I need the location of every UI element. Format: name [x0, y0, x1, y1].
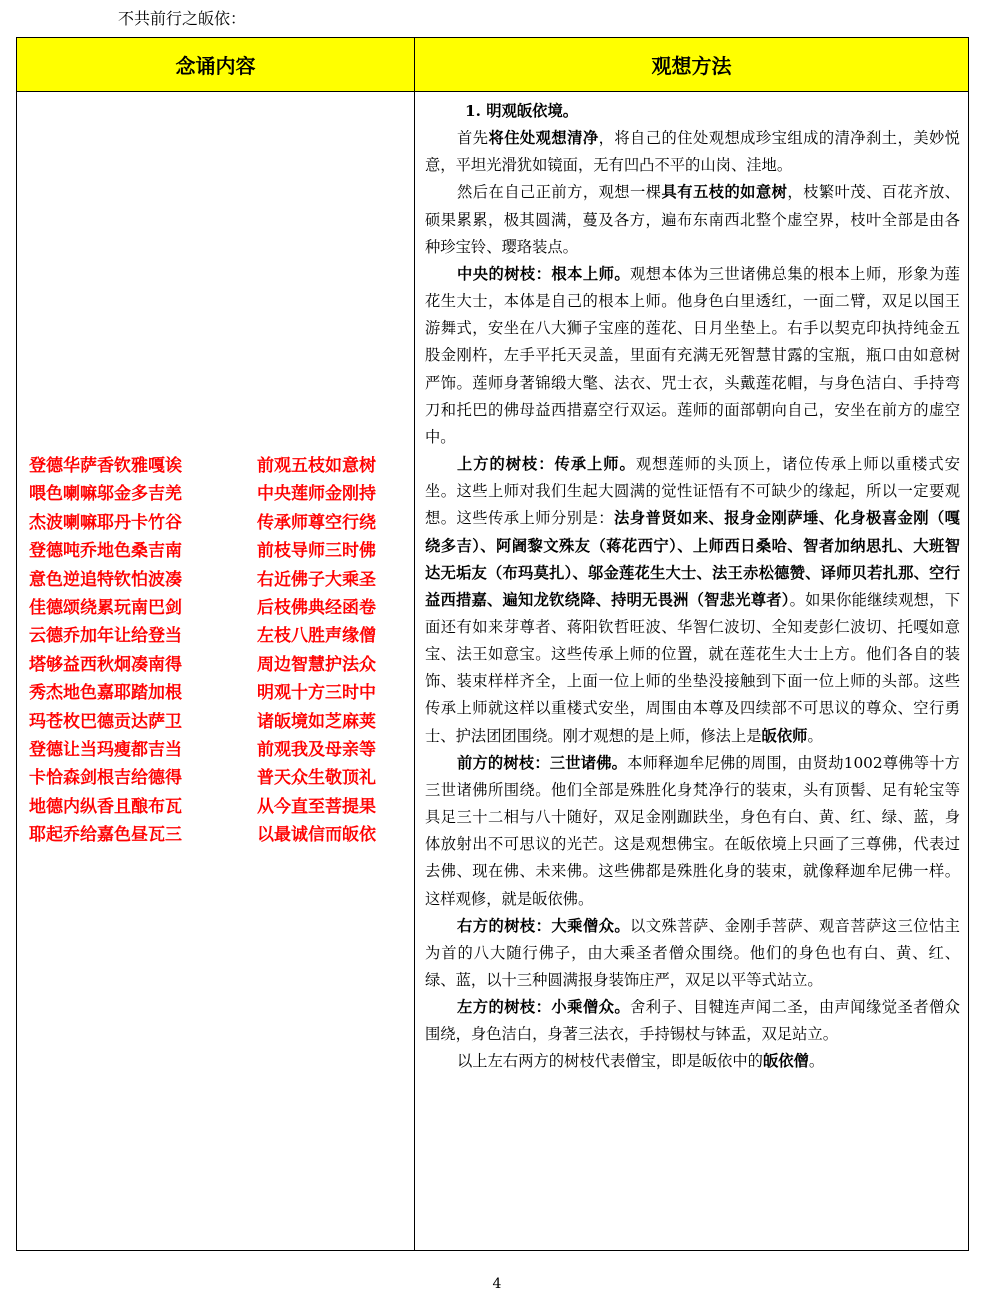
chant-line — [29, 764, 409, 792]
chant-tibetan-line: 塔够益西秋炯凑南得 — [29, 654, 182, 675]
chant-line — [29, 452, 409, 480]
chant-chinese-line: 前枝导师三时佛 — [257, 541, 376, 562]
intro-text: 不共前行之皈依： — [118, 9, 247, 28]
chant-tibetan-line: 玛苍枚巴德贡达萨卫 — [29, 711, 182, 732]
chant-tibetan-line: 耶起乔给嘉色昼瓦三 — [29, 825, 182, 846]
chant-chinese-line: 普天众生敬顶礼 — [257, 768, 376, 789]
chant-tibetan-line: 杰波喇嘛耶丹卡竹谷 — [29, 512, 182, 533]
chant-chinese-line: 明观十方三时中 — [257, 683, 376, 704]
chant-tibetan-line: 登德华萨香钦雅嘎诶 — [29, 456, 182, 476]
chant-tibetan-line: 喂色喇嘛邬金多吉羌 — [29, 484, 182, 505]
method-paragraph: 然后在自己正前方，观想一棵具有五枝的如意树，枝繁叶茂、百花齐放、硕果累累，极其圆满，蔓及各方，遍布东南西北整个虚空界，枝叶全部是由各种珍宝铃、璎珞装点。 — [425, 183, 960, 256]
chant-line — [29, 622, 409, 650]
chant-chinese-line: 以最诚信而皈依 — [257, 825, 376, 846]
method-paragraph: 中央的树枝：根本上师。观想本体为三世诸佛总集的根本上师，形象为莲花生大士，本体是自己的根本上师。他身色白里透红，一面二臂，双足以国王游舞式，安坐在八大狮子宝座的莲花、日月坐垫上。右手以契克印执持纯金五股金刚杵，左手平托天灵盖，里面有充满无死智慧甘露的宝瓶，瓶口由如意树严饰。莲师身著锦缎大氅、法衣、咒士衣，头戴莲花帽，与身色洁白、手持弯刀和托巴的佛母益西措嘉空行双运。莲师的面部朝向自己，安坐在前方的虚空中。 — [425, 264, 960, 446]
chant-chinese-line: 周边智慧护法众 — [257, 654, 376, 675]
chant-tibetan-line: 佳德颂绕累玩南巴剑 — [29, 598, 182, 619]
method-paragraph: 左方的树枝：小乘僧众。舍利子、目犍连声闻二圣，由声闻缘觉圣者僧众围绕，身色洁白，身著三法衣，手持锡杖与钵盂，双足站立。 — [425, 998, 960, 1044]
chant-chinese-line: 诸皈境如芝麻荚 — [257, 711, 376, 732]
chant-chinese-line: 传承师尊空行绕 — [257, 512, 376, 533]
chant-cell — [17, 92, 415, 1251]
chant-line — [29, 509, 409, 537]
chant-chinese-line: 后枝佛典经函卷 — [257, 598, 376, 619]
chant-tibetan-line: 云德乔加年让给登当 — [29, 626, 182, 647]
chant-chinese-line: 从今直至菩提果 — [257, 796, 376, 817]
method-heading: 1. 明观皈依境。 — [465, 102, 579, 120]
page-number: 4 — [492, 1276, 502, 1292]
method-paragraph: 以上左右两方的树枝代表僧宝，即是皈依中的皈依僧。 — [457, 1052, 825, 1071]
chant-line — [29, 651, 409, 679]
chant-tibetan-line: 地德内纵香且酿布瓦 — [29, 796, 182, 817]
chant-line — [29, 708, 409, 736]
chant-tibetan-line: 意色逆追特钦怕波凑 — [29, 569, 182, 590]
header-chant-content: 念诵内容 — [17, 38, 415, 92]
chant-line — [29, 679, 409, 707]
chant-tibetan-line: 卡恰森剑根吉给德得 — [29, 768, 182, 789]
method-cell — [415, 92, 969, 1251]
chant-chinese-line: 左枝八胜声缘僧 — [257, 626, 376, 647]
chant-chinese-line: 前观我及母亲等 — [257, 740, 376, 761]
chant-chinese-line: 中央莲师金刚持 — [257, 484, 376, 505]
method-paragraph: 前方的树枝：三世诸佛。本师释迦牟尼佛的周围，由贤劫1002尊佛等十方三世诸佛所围绕。他们全部是殊胜化身梵净行的装束，头有顶髻、足有轮宝等具足三十二相与八十随好，双足金刚跏趺坐，身色有白、黄、红、绿、蓝，身体放射出不可思议的光芒。这是观想佛宝。在皈依境上只画了三尊佛，代表过去佛、现在佛、未来佛。这些佛都是殊胜化身的装束，就像释迦牟尼佛一样。这样观修，就是皈依佛。 — [425, 753, 960, 908]
chant-line — [29, 821, 409, 849]
chant-chinese-line: 前观五枝如意树 — [257, 456, 376, 476]
chant-line — [29, 480, 409, 508]
method-paragraph: 上方的树枝：传承上师。观想莲师的头顶上，诸位传承上师以重楼式安坐。这些上师对我们生起大圆满的觉性证悟有不可缺少的缘起，所以一定要观想。这些传承上师分别是：法身普贤如来、报身金刚萨埵、化身极喜金刚（嘎绕多吉）、阿阇黎文殊友（蒋花西宁）、上师西日桑哈、智者加纳思扎、大班智达无垢友（布玛莫扎）、邬金莲花生大士、法王赤松德赞、译师贝若扎那、空行益西措嘉、遍知龙钦绕降、持明无畏洲（智悲光尊者）。如果你能继续观想，下面还有如来芽尊者、蒋阳钦哲旺波、华智仁波切、全知麦彭仁波切、托嘎如意宝、法王如意宝。这些传承上师的位置，就在莲花生大士上方。他们各自的装饰、装束样样齐全，上面一位上师的坐垫没接触到下面一位上师的头部。这些传承上师就这样以重楼式安坐，周围由本尊及四续部不可思议的尊众、空行勇士、护法团团围绕。刚才观想的是上师，修法上是皈依师。 — [425, 455, 960, 745]
method-paragraph: 右方的树枝：大乘僧众。以文殊菩萨、金刚手菩萨、观音菩萨这三位怙主为首的八大随行佛子，由大乘圣者僧众围绕。他们的身色也有白、黄、红、绿、蓝，以十三种圆满报身装饰庄严，双足以平等式站立。 — [425, 916, 960, 989]
chant-verses — [29, 452, 409, 850]
method-paragraph: 首先将住处观想清净，将自己的住处观想成珍宝组成的清净刹土，美妙悦意，平坦光滑犹如镜面，无有凹凸不平的山岗、洼地。 — [425, 129, 960, 175]
chant-tibetan-line: 登德让当玛瘦都吉当 — [29, 740, 182, 761]
chant-chinese-line: 右近佛子大乘圣 — [257, 569, 376, 590]
chant-line — [29, 793, 409, 821]
header-visualization-method: 观想方法 — [415, 38, 969, 92]
chant-line — [29, 594, 409, 622]
refuge-table — [16, 37, 969, 1251]
chant-tibetan-line: 秀杰地色嘉耶踏加根 — [29, 683, 182, 704]
chant-line — [29, 736, 409, 764]
chant-line — [29, 537, 409, 565]
chant-tibetan-line: 登德吨乔地色桑吉南 — [29, 541, 182, 562]
chant-line — [29, 566, 409, 594]
